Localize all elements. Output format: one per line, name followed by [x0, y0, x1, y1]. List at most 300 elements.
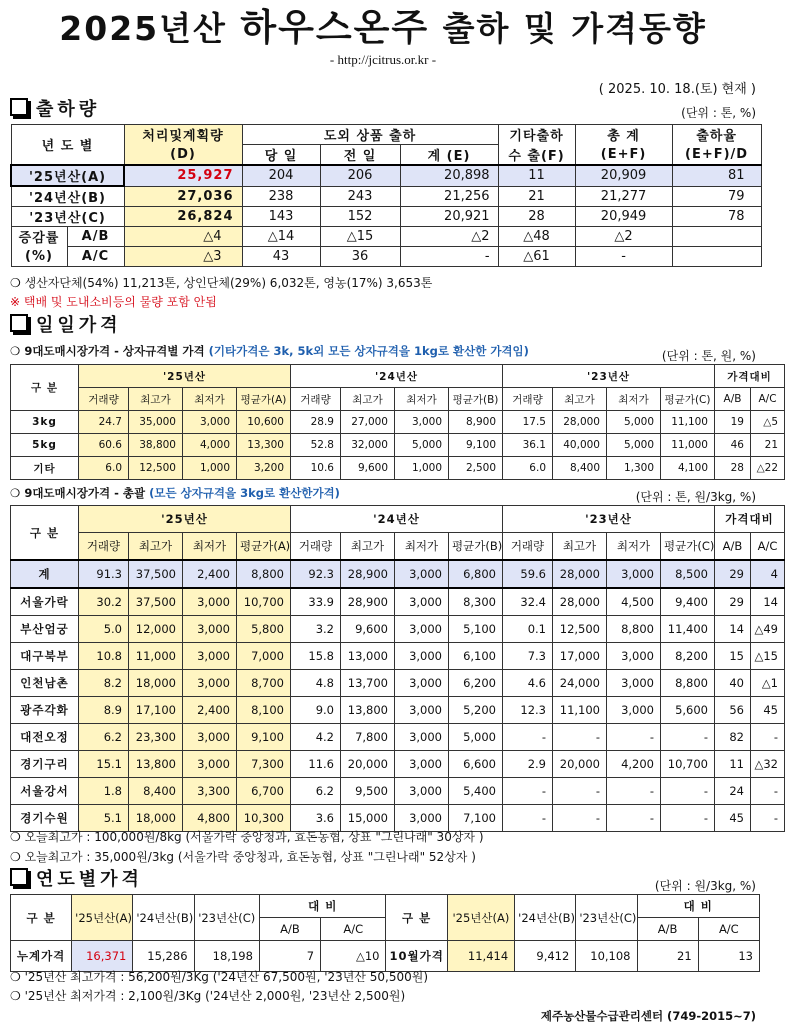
cell: 33.9 [291, 588, 341, 616]
cell: 1,300 [607, 457, 661, 480]
col-processing: 처리및계획량 [124, 125, 242, 145]
cell: 21 [637, 941, 698, 972]
cell: 13,800 [129, 751, 183, 778]
cell: 8,200 [661, 643, 715, 670]
cell: - [661, 778, 715, 805]
cell: 28,900 [341, 588, 395, 616]
cell: 37,500 [129, 560, 183, 588]
cell: - [503, 778, 553, 805]
cell: 143 [242, 207, 320, 227]
cell: 4.2 [291, 724, 341, 751]
daily-sub2-note: (모든 상자규격을 3kg로 환산한가격) [149, 486, 340, 500]
cell: 3,000 [607, 697, 661, 724]
cell: 82 [715, 724, 751, 751]
cell: - [607, 778, 661, 805]
col-export-f: 수 출(F) [498, 145, 575, 166]
cell: 21,256 [400, 186, 498, 207]
col-avg-b: 평균가(B) [449, 388, 503, 411]
cell: 3,300 [183, 778, 237, 805]
table-row [11, 616, 785, 643]
shipment-note: ❍ 생산자단체(54%) 11,213톤, 상인단체(29%) 6,032톤, 영농(17%) 3,653톤 [10, 276, 433, 290]
cell: 2,500 [449, 457, 503, 480]
section-yearly-title: 연도별가격 [36, 869, 143, 890]
yearly-note2: ❍ '25년산 최저가격 : 2,100원/3Kg ('24년산 2,000원, '23년산 2,500원) [10, 989, 406, 1003]
cell: - [575, 247, 672, 267]
cell: 16,371 [72, 941, 133, 972]
cell: 6,100 [449, 643, 503, 670]
cell: 15,000 [341, 805, 395, 832]
cell: - [400, 247, 498, 267]
cell: - [607, 724, 661, 751]
col-vol: 거래량 [79, 533, 129, 561]
col-y23: '23년산(C) [576, 895, 637, 941]
col-ab: A/B [259, 918, 320, 941]
table-row [11, 778, 785, 805]
cell: 28 [498, 207, 575, 227]
cell: 17,100 [129, 697, 183, 724]
row-label: 대구북부 [11, 643, 79, 670]
col-vol: 거래량 [291, 533, 341, 561]
col-y23: '23년산 [503, 506, 715, 533]
cell: 28,000 [553, 411, 607, 434]
checkbox-square-icon [10, 98, 28, 116]
cell: 9,100 [237, 724, 291, 751]
cell: 81 [672, 165, 761, 186]
row-label: 10월가격 [386, 941, 447, 972]
cell: 13 [698, 941, 759, 972]
cell: 38,800 [129, 434, 183, 457]
daily-sub1 [10, 343, 529, 359]
cell: 6.0 [503, 457, 553, 480]
table-row [11, 247, 761, 267]
cell: 5.0 [79, 616, 129, 643]
cell: 4,200 [607, 751, 661, 778]
col-group: 구 분 [11, 506, 79, 561]
cell: 3,000 [395, 778, 449, 805]
cell: 27,000 [341, 411, 395, 434]
yearly-unit: (단위 : 원/3kg, %) [654, 879, 756, 893]
cell: 11 [715, 751, 751, 778]
box-size-price-table [10, 364, 785, 480]
cell: 13,300 [237, 434, 291, 457]
col-sum-e: 계 (E) [400, 145, 498, 166]
cell: 206 [320, 165, 400, 186]
cell: △10 [321, 941, 386, 972]
cell: 3,000 [395, 643, 449, 670]
col-ab: A/B [715, 533, 751, 561]
yearly-price-table [10, 894, 760, 972]
cell: 5,000 [449, 724, 503, 751]
col-today: 당 일 [242, 145, 320, 166]
col-min: 최저가 [607, 388, 661, 411]
cell: △15 [320, 227, 400, 247]
cell: 21 [498, 186, 575, 207]
cell: 8,800 [237, 560, 291, 588]
row-label: 서울가락 [11, 588, 79, 616]
cell: 13,700 [341, 670, 395, 697]
daily-note1: ❍ 오늘최고가 : 100,000원/8kg (서울가락 중앙청과, 효돈농협, 상표 "그린나래" 30상자 ) [10, 830, 484, 844]
cell: 3,200 [237, 457, 291, 480]
table-row [11, 186, 761, 207]
col-vol: 거래량 [291, 388, 341, 411]
cell: 11,100 [661, 411, 715, 434]
site-url[interactable]: - http://jcitrus.or.kr - [329, 52, 437, 67]
cell: 3,000 [607, 643, 661, 670]
cell: 10,700 [661, 751, 715, 778]
cell: 18,000 [129, 670, 183, 697]
table-row [11, 165, 761, 186]
cell: - [661, 724, 715, 751]
cell: 6.2 [291, 778, 341, 805]
cell: 1.8 [79, 778, 129, 805]
cell: 4,500 [607, 588, 661, 616]
cell: 6,200 [449, 670, 503, 697]
cell: 3,000 [183, 724, 237, 751]
cell: 10.6 [291, 457, 341, 480]
cell: 10,600 [237, 411, 291, 434]
cell: △49 [751, 616, 785, 643]
row-label: 서울강서 [11, 778, 79, 805]
daily-sub1-label: ❍ 9대도매시장가격 - 상자규격별 가격 [10, 344, 205, 358]
cell: 13,800 [341, 697, 395, 724]
col-ac: A/C [698, 918, 759, 941]
cell: 46 [715, 434, 751, 457]
cell: - [751, 724, 785, 751]
col-vol: 거래량 [503, 533, 553, 561]
market-summary-table [10, 505, 785, 832]
cell: 3,000 [183, 643, 237, 670]
cell: - [503, 724, 553, 751]
row-label: 인천남촌 [11, 670, 79, 697]
col-domestic: 도외 상품 출하 [242, 125, 498, 145]
cell: - [751, 778, 785, 805]
cell [672, 227, 761, 247]
cell: 20,000 [553, 751, 607, 778]
cell: 25,927 [124, 165, 242, 186]
cell: 8,100 [237, 697, 291, 724]
daily-sub2-label: ❍ 9대도매시장가격 - 총괄 [10, 486, 146, 500]
cell: 10,700 [237, 588, 291, 616]
col-y25: '25년산(A) [72, 895, 133, 941]
cell: 28,000 [553, 560, 607, 588]
cell: 3.6 [291, 805, 341, 832]
col-other: 기타출하 [498, 125, 575, 145]
table-row [11, 588, 785, 616]
cell: 52.8 [291, 434, 341, 457]
daily-unit1: (단위 : 톤, 원, %) [661, 349, 756, 363]
col-avg-b: 평균가(B) [449, 533, 503, 561]
title-main: 하우스온주 [240, 6, 430, 49]
cell: 28.9 [291, 411, 341, 434]
cell: 6,800 [449, 560, 503, 588]
cell: 9,412 [515, 941, 576, 972]
report-date: ( 2025. 10. 18.(토) 현재 ) [598, 82, 756, 97]
cell: 12,000 [129, 616, 183, 643]
cell: 60.6 [79, 434, 129, 457]
section-daily-heading [10, 314, 122, 336]
title-suffix: 출하 및 가격동향 [442, 9, 707, 48]
cell: 9,500 [341, 778, 395, 805]
cell: 17.5 [503, 411, 553, 434]
col-y25: '25년산 [79, 365, 291, 388]
cell: 5.1 [79, 805, 129, 832]
col-rate: 출하율 [672, 125, 761, 145]
cell: 40 [715, 670, 751, 697]
cell: - [553, 724, 607, 751]
cell: 3,000 [183, 411, 237, 434]
cell: △1 [751, 670, 785, 697]
col-max: 최고가 [129, 533, 183, 561]
cell: 14 [715, 616, 751, 643]
cell: 24.7 [79, 411, 129, 434]
col-min: 최저가 [395, 533, 449, 561]
cell: 12,500 [129, 457, 183, 480]
cell: 5,100 [449, 616, 503, 643]
col-ac: A/C [751, 533, 785, 561]
col-max: 최고가 [129, 388, 183, 411]
table-row [11, 697, 785, 724]
cell: 3,000 [395, 805, 449, 832]
cell: 3,000 [183, 616, 237, 643]
cell: 18,000 [129, 805, 183, 832]
cell: - [607, 805, 661, 832]
cell: - [661, 805, 715, 832]
col-ac: A/C [751, 388, 785, 411]
checkbox-square-icon [10, 868, 28, 886]
col-y25: '25년산(A) [447, 895, 515, 941]
section-daily-title: 일일가격 [36, 315, 122, 336]
col-ac: A/C [321, 918, 386, 941]
col-min: 최저가 [183, 388, 237, 411]
cell: 5,400 [449, 778, 503, 805]
cell: 37,500 [129, 588, 183, 616]
col-y25: '25년산 [79, 506, 291, 533]
cell: 3,000 [183, 751, 237, 778]
cell: 12,500 [553, 616, 607, 643]
cell: 59.6 [503, 560, 553, 588]
cell: △2 [575, 227, 672, 247]
cell: 20,898 [400, 165, 498, 186]
pct-label: (%) [11, 247, 67, 267]
cell: 45 [715, 805, 751, 832]
cell: 27,036 [124, 186, 242, 207]
table-row [11, 207, 761, 227]
cell: 19 [715, 411, 751, 434]
cell: 15.1 [79, 751, 129, 778]
col-y24: '24년산 [291, 365, 503, 388]
col-avg-c: 평균가(C) [661, 388, 715, 411]
col-ab: A/B [637, 918, 698, 941]
row-label: '24년산(B) [11, 186, 124, 207]
cell: 7,300 [237, 751, 291, 778]
cell: △3 [124, 247, 242, 267]
cell: 5,000 [607, 411, 661, 434]
cell: 8,300 [449, 588, 503, 616]
row-label: 대전오정 [11, 724, 79, 751]
cell: 18,198 [194, 941, 259, 972]
table-row [11, 434, 785, 457]
row-label: 기타 [11, 457, 79, 480]
cell: 3,000 [395, 724, 449, 751]
cell: 91.3 [79, 560, 129, 588]
cell: 6.0 [79, 457, 129, 480]
cell: 32.4 [503, 588, 553, 616]
cell: 3,000 [395, 670, 449, 697]
cell: 6.2 [79, 724, 129, 751]
cell: 30.2 [79, 588, 129, 616]
cell: 8.2 [79, 670, 129, 697]
col-compare: 대 비 [259, 895, 386, 918]
cell: 4.8 [291, 670, 341, 697]
cell: 36.1 [503, 434, 553, 457]
cell: 20,949 [575, 207, 672, 227]
cell: 20,909 [575, 165, 672, 186]
cell: 8,900 [449, 411, 503, 434]
col-y23: '23년산 [503, 365, 715, 388]
cell: 7,800 [341, 724, 395, 751]
col-y23: '23년산(C) [194, 895, 259, 941]
cell: 12.3 [503, 697, 553, 724]
row-label: 경기구리 [11, 751, 79, 778]
cell: △61 [498, 247, 575, 267]
cell: 0.1 [503, 616, 553, 643]
cell: 8,700 [237, 670, 291, 697]
cell: 24,000 [553, 670, 607, 697]
col-prev: 전 일 [320, 145, 400, 166]
cell: 21,277 [575, 186, 672, 207]
col-avg-c: 평균가(C) [661, 533, 715, 561]
cell: 2,400 [183, 697, 237, 724]
cell: 3,000 [395, 616, 449, 643]
cell: 3,000 [395, 560, 449, 588]
cell: 79 [672, 186, 761, 207]
cell: 15 [715, 643, 751, 670]
cell: - [751, 805, 785, 832]
cell: 4,000 [183, 434, 237, 457]
col-vol: 거래량 [503, 388, 553, 411]
row-label: 경기수원 [11, 805, 79, 832]
cell: 6,700 [237, 778, 291, 805]
cell: 7,000 [237, 643, 291, 670]
cell: 14 [751, 588, 785, 616]
cell: 11,414 [447, 941, 515, 972]
row-label: 누계가격 [11, 941, 72, 972]
cell: 8,400 [129, 778, 183, 805]
col-min: 최저가 [607, 533, 661, 561]
row-label: '25년산(A) [11, 165, 124, 186]
cell: 78 [672, 207, 761, 227]
col-total-ef: (E+F) [575, 145, 672, 166]
cell: 2,400 [183, 560, 237, 588]
cell: 3,000 [183, 588, 237, 616]
change-label: 증감률 [11, 227, 67, 247]
cell: 9,600 [341, 616, 395, 643]
cell: A/C [67, 247, 124, 267]
col-max: 최고가 [341, 388, 395, 411]
cell: 23,300 [129, 724, 183, 751]
table-row [11, 751, 785, 778]
col-y24: '24년산 [291, 506, 503, 533]
cell: 7,100 [449, 805, 503, 832]
daily-sub2 [10, 485, 340, 501]
table-row [11, 457, 785, 480]
cell: △32 [751, 751, 785, 778]
table-row [11, 670, 785, 697]
cell: 10.8 [79, 643, 129, 670]
cell: 24 [715, 778, 751, 805]
cell: 3,000 [395, 697, 449, 724]
cell: 4,100 [661, 457, 715, 480]
col-avg-a: 평균가(A) [237, 388, 291, 411]
cell: 10,108 [576, 941, 637, 972]
cell: 243 [320, 186, 400, 207]
cell: 3,000 [395, 751, 449, 778]
cell: △22 [751, 457, 785, 480]
col-processing-d: (D) [124, 145, 242, 166]
cell: 35,000 [129, 411, 183, 434]
checkbox-square-icon [10, 314, 28, 332]
cell: 56 [715, 697, 751, 724]
cell: △15 [751, 643, 785, 670]
cell: 20,921 [400, 207, 498, 227]
cell: 8.9 [79, 697, 129, 724]
cell: 204 [242, 165, 320, 186]
cell: A/B [67, 227, 124, 247]
col-year: 년 도 별 [11, 125, 124, 166]
cell: 7.3 [503, 643, 553, 670]
cell: 28 [715, 457, 751, 480]
cell: 8,500 [661, 560, 715, 588]
cell: 238 [242, 186, 320, 207]
cell: 3,000 [607, 670, 661, 697]
page-title [0, 6, 766, 51]
cell: 11,000 [661, 434, 715, 457]
col-vol: 거래량 [79, 388, 129, 411]
row-label: 3kg [11, 411, 79, 434]
cell: △48 [498, 227, 575, 247]
cell: 3,000 [395, 411, 449, 434]
col-compare: 가격대비 [715, 506, 785, 533]
cell: 9.0 [291, 697, 341, 724]
shipment-warning: ※ 택배 및 도내소비등의 물량 포함 안됨 [10, 295, 217, 309]
cell: 9,400 [661, 588, 715, 616]
table-row [11, 411, 785, 434]
cell: 21 [751, 434, 785, 457]
section-shipment-heading [10, 98, 100, 120]
cell: 1,000 [395, 457, 449, 480]
cell: 6,600 [449, 751, 503, 778]
cell: 36 [320, 247, 400, 267]
col-ab: A/B [715, 388, 751, 411]
cell: 4,800 [183, 805, 237, 832]
cell: 5,000 [395, 434, 449, 457]
col-compare: 가격대비 [715, 365, 785, 388]
cell: 3,000 [395, 588, 449, 616]
cell: 17,000 [553, 643, 607, 670]
daily-note2: ❍ 오늘최고가 : 35,000원/3kg (서울가락 중앙청과, 효돈농협, 상표 "그린나래" 52상자 ) [10, 850, 476, 864]
cell: △2 [400, 227, 498, 247]
cell: 11,400 [661, 616, 715, 643]
col-total: 총 계 [575, 125, 672, 145]
cell: 28,900 [341, 560, 395, 588]
daily-sub1-note: (기타가격은 3k, 5k외 모든 상자규격을 1kg로 환산한 가격임) [208, 344, 529, 358]
cell: 13,000 [341, 643, 395, 670]
cell: 20,000 [341, 751, 395, 778]
cell: 29 [715, 588, 751, 616]
cell: 8,800 [661, 670, 715, 697]
table-row [11, 724, 785, 751]
col-max: 최고가 [341, 533, 395, 561]
